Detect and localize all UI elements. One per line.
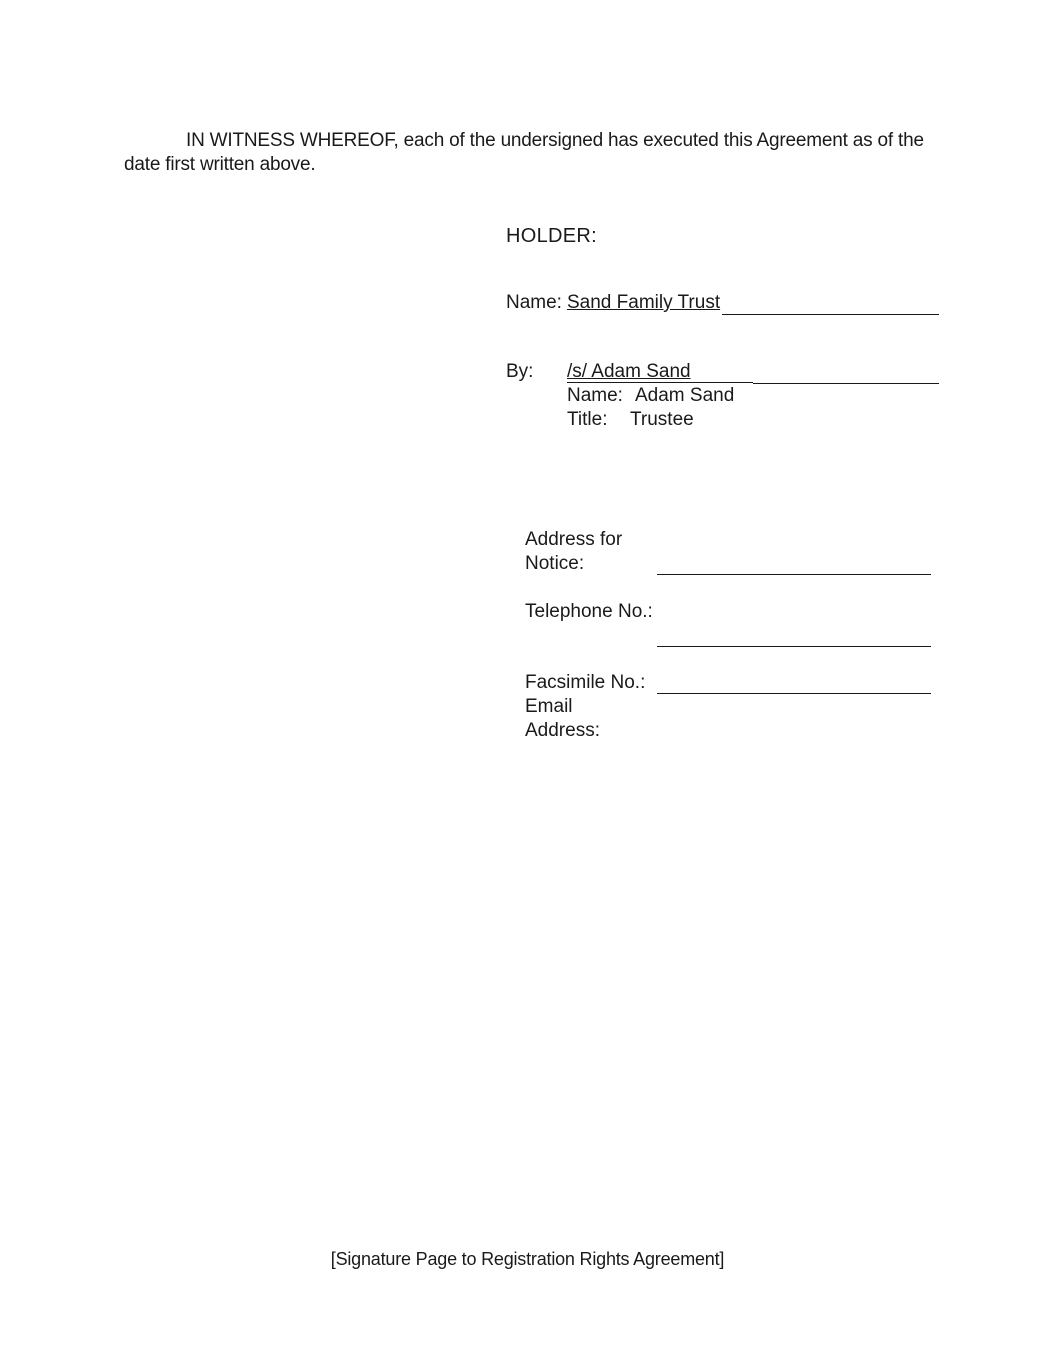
signature-underline — [567, 382, 753, 383]
email-label: Email Address: — [525, 696, 600, 741]
holder-name-label: Name: — [506, 292, 562, 313]
by-label: By: — [506, 361, 534, 382]
footer-caption: [Signature Page to Registration Rights Agreement] — [330, 1249, 725, 1269]
signer-title-label: Title: — [567, 409, 608, 430]
signer-name-value: Adam Sand — [635, 385, 735, 406]
facsimile-line — [657, 693, 931, 694]
signer-name-label: Name: — [567, 385, 623, 406]
telephone-label: Telephone No.: — [525, 601, 653, 622]
signer-title-row — [567, 409, 694, 431]
address-label: Address for Notice: — [525, 529, 623, 574]
holder-name-value: Sand Family Trust — [567, 292, 721, 313]
signature-text: /s/ Adam Sand — [567, 361, 691, 382]
signer-title-value: Trustee — [630, 409, 694, 430]
witness-paragraph: IN WITNESS WHEREOF, each of the undersigned has executed this Agreement as of the date first written above. — [124, 130, 924, 175]
signature-line — [753, 383, 939, 384]
holder-heading: HOLDER: — [506, 225, 598, 247]
holder-name-line — [722, 314, 939, 315]
address-line — [657, 574, 931, 575]
telephone-line — [657, 646, 931, 647]
signer-name-row — [567, 385, 735, 407]
facsimile-label: Facsimile No.: — [525, 672, 646, 693]
